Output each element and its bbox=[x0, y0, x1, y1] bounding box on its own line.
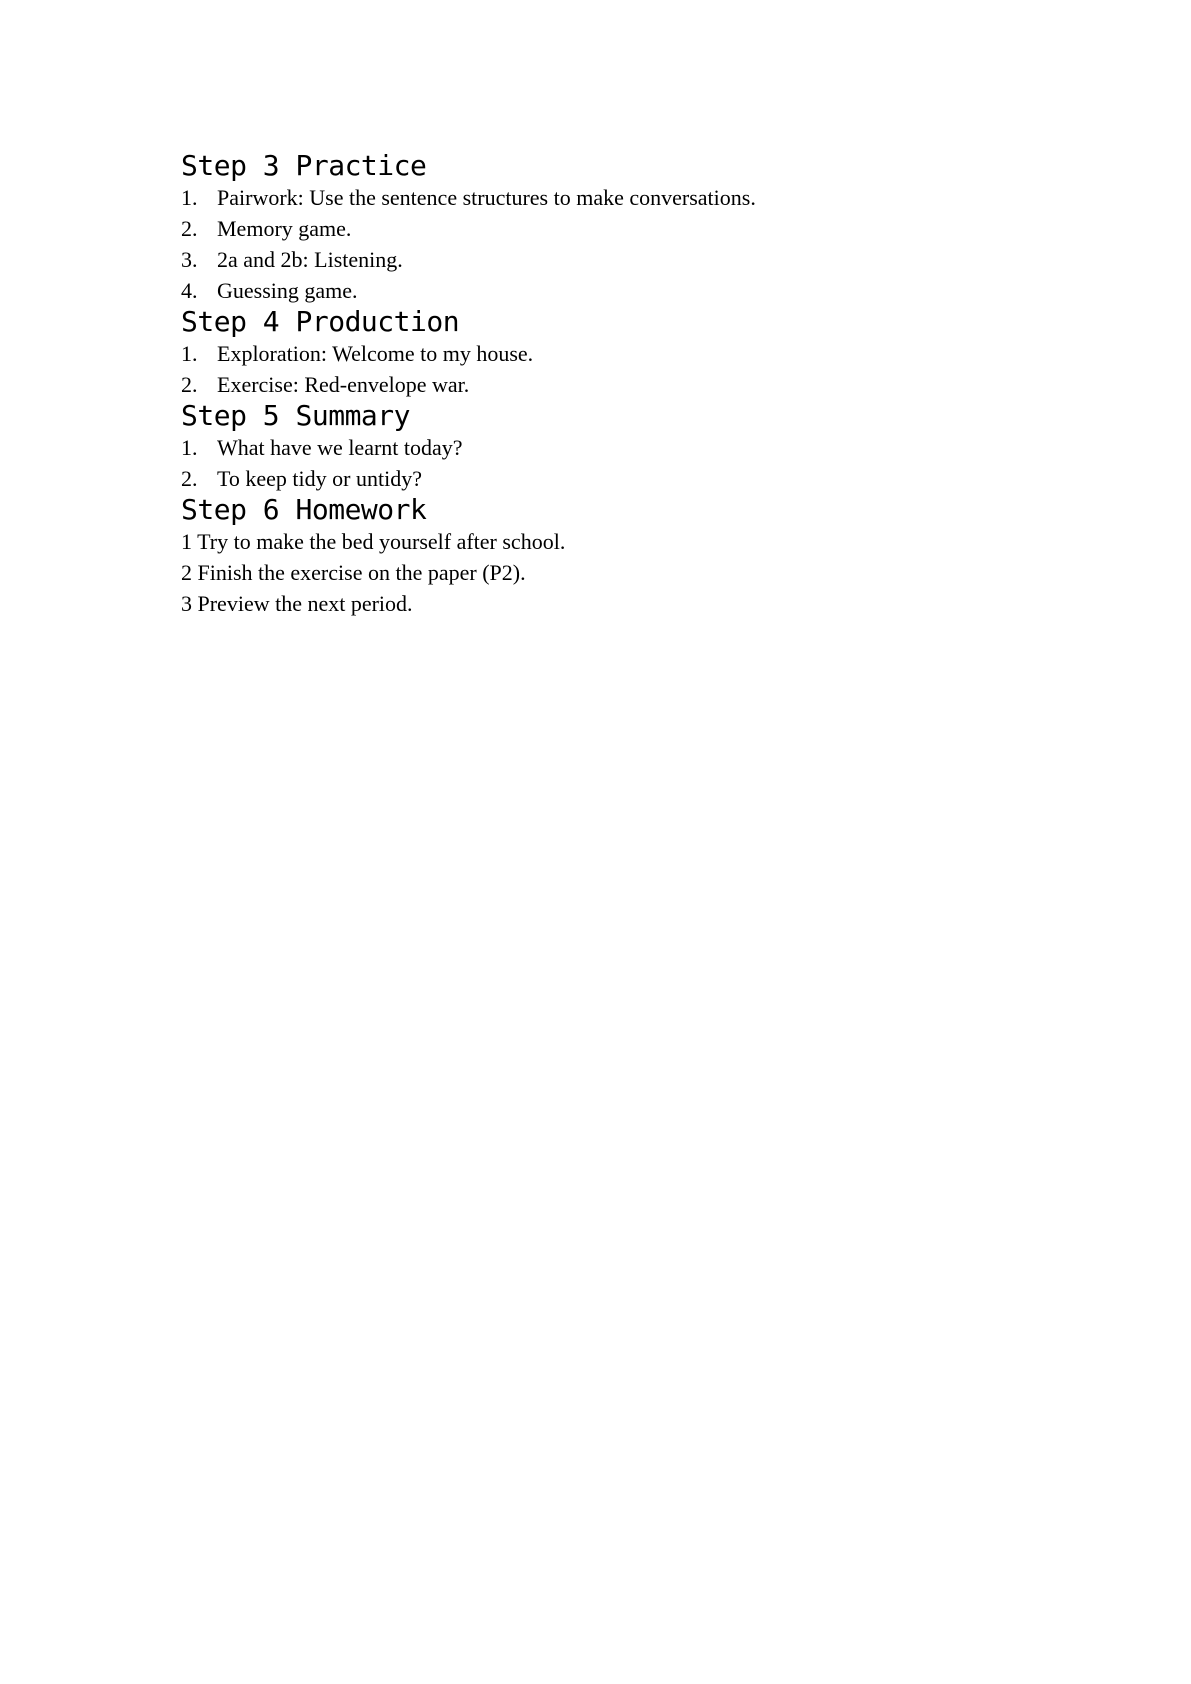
list-item-number: 1. bbox=[181, 185, 198, 210]
section-heading-step-4: Step 4 Production bbox=[181, 305, 460, 338]
section-heading-step-6: Step 6 Homework bbox=[181, 493, 427, 526]
list-item bbox=[181, 338, 1081, 369]
list-item-number: 1. bbox=[181, 341, 198, 366]
list-item-text: Pairwork: Use the sentence structures to make conversations. bbox=[217, 185, 756, 210]
list-item-number: 2. bbox=[181, 466, 198, 491]
list-item bbox=[181, 275, 1081, 306]
list-item bbox=[181, 244, 1081, 275]
step-5-list bbox=[181, 432, 1081, 494]
list-item-text: To keep tidy or untidy? bbox=[217, 466, 422, 491]
homework-item: 2 Finish the exercise on the paper (P2). bbox=[181, 560, 526, 585]
list-item-text: Exercise: Red-envelope war. bbox=[217, 372, 470, 397]
homework-item: 3 Preview the next period. bbox=[181, 591, 413, 616]
list-item-number: 2. bbox=[181, 216, 198, 241]
list-item-text: Memory game. bbox=[217, 216, 352, 241]
list-item-number: 1. bbox=[181, 435, 198, 460]
list-item-text: 2a and 2b: Listening. bbox=[217, 247, 403, 272]
list-item-number: 4. bbox=[181, 278, 198, 303]
list-item bbox=[181, 463, 1081, 494]
list-item bbox=[181, 213, 1081, 244]
step-3-list bbox=[181, 182, 1081, 306]
section-heading-step-3: Step 3 Practice bbox=[181, 149, 427, 182]
list-item-text: What have we learnt today? bbox=[217, 435, 463, 460]
homework-item: 1 Try to make the bed yourself after school. bbox=[181, 529, 566, 554]
list-item-number: 2. bbox=[181, 372, 198, 397]
list-item-text: Exploration: Welcome to my house. bbox=[217, 341, 534, 366]
document-page bbox=[181, 150, 1081, 619]
list-item bbox=[181, 182, 1081, 213]
section-heading-step-5: Step 5 Summary bbox=[181, 399, 411, 432]
list-item-text: Guessing game. bbox=[217, 278, 358, 303]
list-item bbox=[181, 369, 1081, 400]
step-4-list bbox=[181, 338, 1081, 400]
list-item bbox=[181, 432, 1081, 463]
list-item-number: 3. bbox=[181, 247, 198, 272]
